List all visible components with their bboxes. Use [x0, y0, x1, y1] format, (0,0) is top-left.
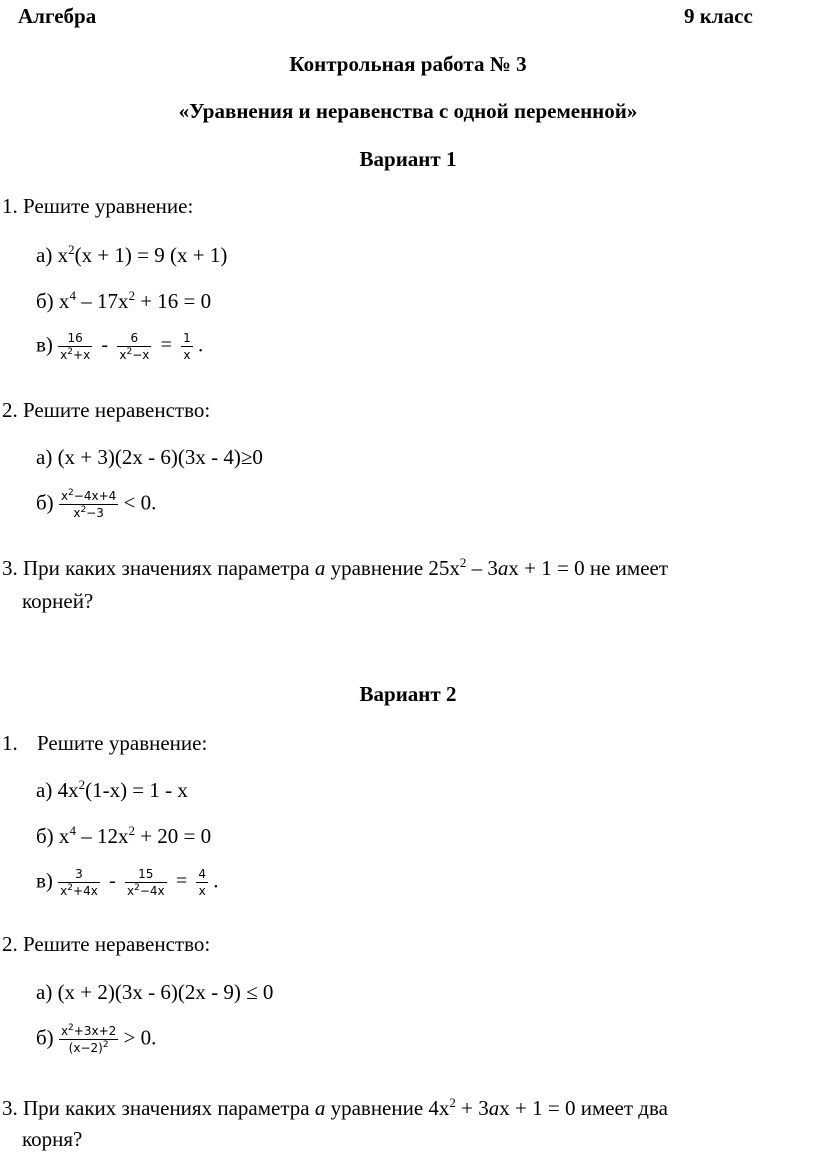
v2-task-1-number: 1.: [2, 731, 18, 755]
variant-1-heading: Вариант 1: [359, 147, 457, 171]
v2-task-3-line2: корня?: [22, 1127, 83, 1151]
fraction: $\frac{3}{x^2+4x}$: [60, 867, 98, 898]
v2-task-2b: б) $\frac{x^2+3x+2}{(x-2)^2}$ > 0.: [36, 1023, 157, 1055]
subject-label: Алгебра: [18, 4, 97, 28]
v2-task-1: Решите уравнение:: [37, 731, 208, 755]
v1-task-3-line2: корней?: [22, 589, 94, 613]
variant-2-heading: Вариант 2: [359, 682, 457, 706]
grade-label: 9 класс: [684, 4, 753, 28]
page-subtitle: «Уравнения и неравенства с одной переменной»: [178, 99, 638, 123]
v1-task-1b: б) $x^4 - 17x^2 + 16 = 0$: [36, 288, 212, 313]
fraction: $\frac{1}{x}$: [183, 331, 191, 362]
fraction: $\frac{x^2+3x+2}{(x-2)^2}$: [60, 1023, 117, 1055]
fraction: $\frac{4}{x}$: [198, 867, 207, 898]
v1-task-2b: б) $\frac{x^2-4x+4}{x^2-3}$ < 0.: [36, 488, 157, 520]
v1-task-1a: а) $x^2(x + 1) = 9$ (x + 1): [36, 242, 228, 267]
page-title: Контрольная работа № 3: [289, 52, 527, 76]
v1-task-2a: а) (x + 3)(2x - 6)(3x - 4)≥0: [36, 445, 263, 469]
fraction: $\frac{15}{x^2-4x}$: [126, 867, 165, 898]
v1-task-2: 2. Решите неравенство:: [2, 398, 211, 422]
v1-task-1: 1. Решите уравнение:: [2, 194, 194, 218]
v1-task-3: 3. При каких значениях параметра а уравнение $25x^2 - 3аx + 1 = 0$ не имеет: [2, 555, 669, 580]
fraction: $\frac{16}{x^2+x}$: [60, 331, 91, 362]
v2-task-1a: а) $4x^2(1-x) = 1 - x$: [36, 777, 188, 802]
v2-task-2: 2. Решите неравенство:: [2, 932, 211, 956]
v2-task-1c: в) $\frac{3}{x^2+4x}$ - $\frac{15}{x^2-4x}$ = $\frac{4}{x}$ .: [36, 867, 219, 898]
v2-task-3: 3. При каких значениях параметра а уравнение $4x^2 + 3аx + 1 = 0$ имеет два: [2, 1095, 668, 1120]
fraction: $\frac{x^2-4x+4}{x^2-3}$: [60, 488, 117, 520]
v2-task-1b: б) $x^4 - 12x^2 + 20 = 0$: [36, 823, 212, 848]
v1-task-1c: в) $\frac{16}{x^2+x}$ - $\frac{6}{x^2-x}$ = $\frac{1}{x}$ .: [36, 331, 204, 362]
fraction: $\frac{6}{x^2-x}$: [119, 331, 150, 362]
v2-task-2a: а) (x + 2)(3x - 6)(2x - 9) ≤ 0: [36, 980, 274, 1004]
